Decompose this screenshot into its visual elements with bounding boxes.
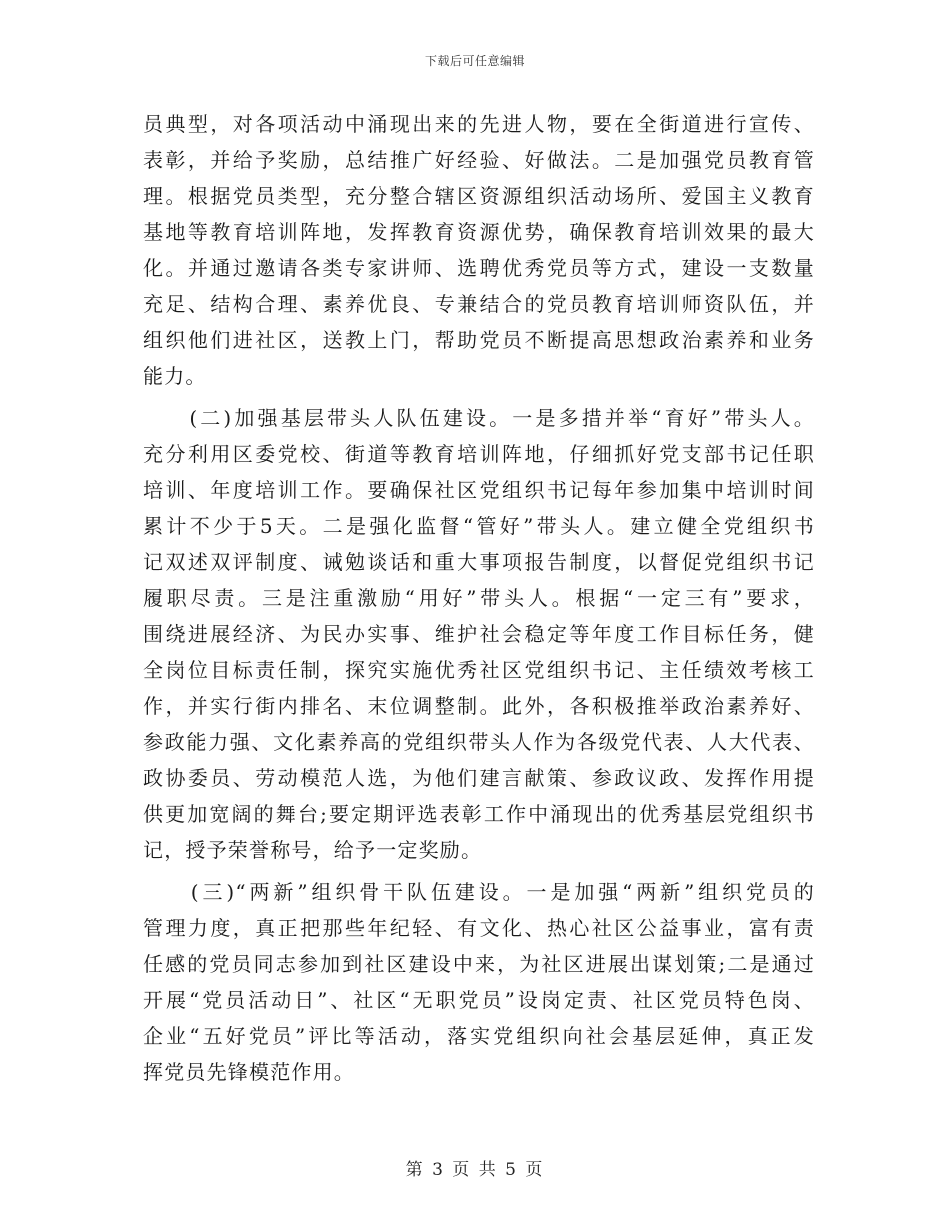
text-line: 能力。 (143, 364, 207, 388)
text-line: 组织他们进社区，送教上门，帮助党员不断提高思想政治素养和业务 (143, 328, 815, 352)
text-line: 管理力度，真正把那些年纪轻、有文化、热心社区公益事业，富有责 (143, 916, 815, 940)
text-line: 任感的党员同志参加到社区建设中来，为社区进展出谋划策;二是通过 (143, 952, 815, 976)
text-line: 培训、年度培训工作。要确保社区党组织书记每年参加集中培训时间 (143, 478, 815, 502)
text-line: (三)“两新”组织骨干队伍建设。一是加强“两新”组织党员的 (143, 880, 815, 904)
text-line: 化。并通过邀请各类专家讲师、选聘优秀党员等方式，建设一支数量 (143, 256, 815, 280)
text-line: 作，并实行街内排名、末位调整制。此外，各积极推举政治素养好、 (143, 694, 815, 718)
text-line: 记双述双评制度、诫勉谈话和重大事项报告制度，以督促党组织书记 (143, 550, 815, 574)
text-line: 企业“五好党员”评比等活动，落实党组织向社会基层延伸，真正发 (143, 1024, 815, 1048)
text-line: 供更加宽阔的舞台;要定期评选表彰工作中涌现出的优秀基层党组织书 (143, 802, 815, 826)
text-line: 充分利用区委党校、街道等教育培训阵地，仔细抓好党支部书记任职 (143, 442, 815, 466)
text-line: 围绕进展经济、为民办实事、维护社会稳定等年度工作目标任务，健 (143, 622, 815, 646)
text-line: 理。根据党员类型，充分整合辖区资源组织活动场所、爱国主义教育 (143, 184, 815, 208)
text-line: 政协委员、劳动模范人选，为他们建言献策、参政议政、发挥作用提 (143, 766, 815, 790)
text-line: 充足、结构合理、素养优良、专兼结合的党员教育培训师资队伍，并 (143, 292, 815, 316)
text-line: 员典型，对各项活动中涌现出来的先进人物，要在全街道进行宣传、 (143, 112, 815, 136)
page-number: 第 3 页 共 5 页 (405, 1160, 545, 1180)
text-line: 累计不少于5天。二是强化监督“管好”带头人。建立健全党组织书 (143, 514, 815, 538)
text-line: 全岗位目标责任制，探究实施优秀社区党组织书记、主任绩效考核工 (143, 658, 815, 682)
body-text (143, 106, 815, 1090)
text-line: 基地等教育培训阵地，发挥教育资源优势，确保教育培训效果的最大 (143, 220, 815, 244)
text-line: 记，授予荣誉称号，给予一定奖励。 (143, 838, 483, 862)
text-line: 表彰，并给予奖励，总结推广好经验、好做法。二是加强党员教育管 (143, 148, 815, 172)
text-line: 履职尽责。三是注重激励“用好”带头人。根据“一定三有”要求， (143, 586, 815, 610)
text-line: 开展“党员活动日”、社区“无职党员”设岗定责、社区党员特色岗、 (143, 988, 815, 1012)
text-line: 参政能力强、文化素养高的党组织带头人作为各级党代表、人大代表、 (143, 730, 815, 754)
text-line: (二)加强基层带头人队伍建设。一是多措并举“育好”带头人。 (143, 406, 815, 430)
text-line: 挥党员先锋模范作用。 (143, 1060, 355, 1084)
page-header: 下载后可任意编辑 (424, 54, 525, 68)
